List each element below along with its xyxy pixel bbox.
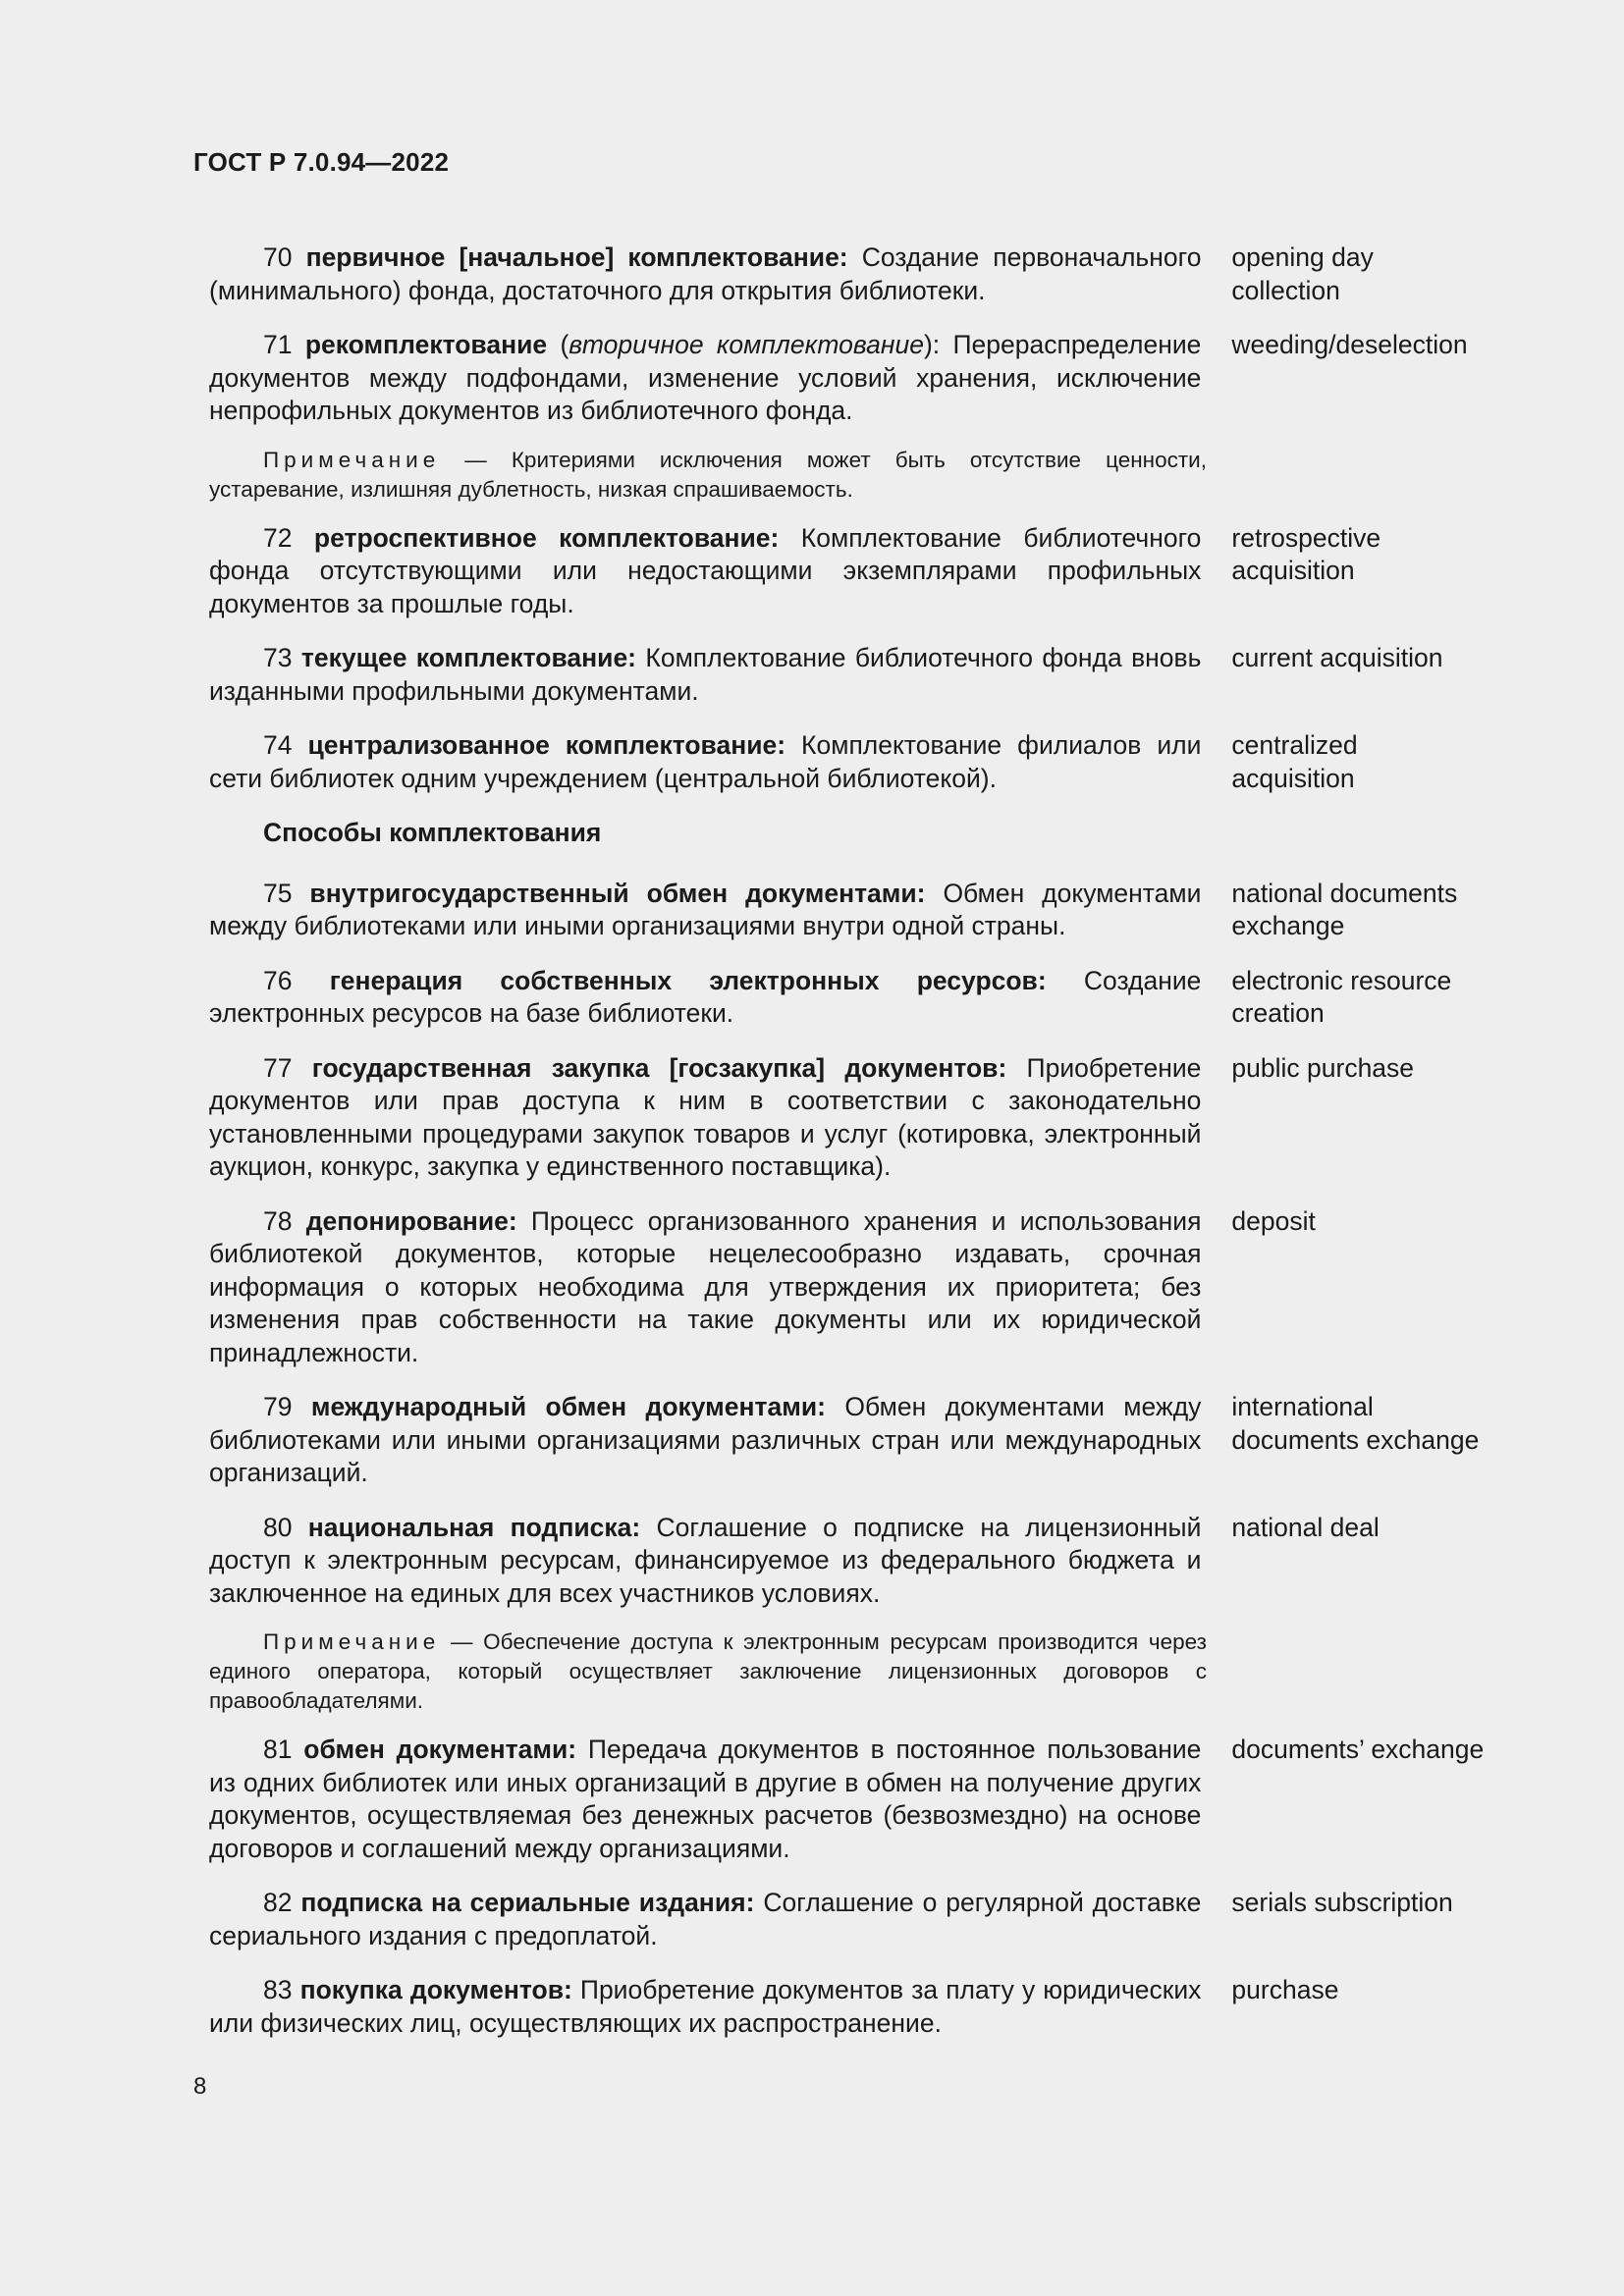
term-english: national deal <box>1231 1512 1380 1542</box>
term-title: внутригосударственный обмен документами: <box>309 878 926 908</box>
term-definition <box>209 329 1201 428</box>
term-text: Процесс организованного хранения и использования библиотекой документов, которые нецелесообразно издавать, срочная информация о которых необходима для утверждения их приоритета; без изменения прав собственности на такие документы или их юридической принадлежности. <box>209 1205 1202 1367</box>
term-english: electronic resource creation <box>1231 965 1452 1028</box>
term-english: national documents exchange <box>1231 878 1458 940</box>
term-text: ( <box>547 330 569 359</box>
term-title: подписка на сериальные издания: <box>300 1888 755 1917</box>
term-entry-80 <box>209 1512 1486 1611</box>
term-english: retrospective acquisition <box>1231 522 1381 585</box>
term-text: Приобретение документов за плату у юридических или физических лиц, осуществляющих их распространение. <box>209 1975 1202 2038</box>
term-entry-72 <box>209 522 1486 621</box>
term-number: 79 <box>263 1392 293 1421</box>
page-number: 8 <box>193 2073 207 2100</box>
term-definition <box>209 878 1201 943</box>
term-synonym: вторичное комплектование <box>568 330 924 359</box>
term-number: 75 <box>263 878 293 908</box>
term-entry-82 <box>209 1887 1486 1952</box>
term-number: 73 <box>263 643 293 672</box>
term-entry-81 <box>209 1734 1486 1865</box>
term-number: 78 <box>263 1205 293 1236</box>
term-title: международный обмен документами: <box>310 1392 826 1421</box>
term-text: ): Перераспределение документов между подфондами, изменение условий хранения, исключение непрофильных документов из библиотечного фонда. <box>209 330 1202 425</box>
term-number: 74 <box>263 730 293 760</box>
term-english: opening day collection <box>1231 242 1374 305</box>
term-english: serials subscription <box>1231 1888 1453 1917</box>
term-definition <box>209 1391 1201 1490</box>
term-title: рекомплектование <box>304 330 548 359</box>
term-text: Комплектование филиалов или сети библиотек одним учреждением (центральной библиотекой). <box>209 730 1202 793</box>
term-number: 71 <box>263 330 293 359</box>
term-text: Передача документов в постоянное пользование из одних библиотек или иных организаций в другие в обмен на получение других документов, осуществляемая без денежных расчетов (безвозмездно) на основе договоров и соглашений между организациями. <box>209 1735 1202 1863</box>
term-number: 76 <box>263 965 293 995</box>
term-number: 80 <box>263 1512 293 1542</box>
term-english: public purchase <box>1231 1052 1415 1083</box>
term-title: депонирование: <box>305 1205 517 1236</box>
term-entry-74 <box>209 729 1486 795</box>
term-text: Приобретение документов или прав доступа к ним в соответствии с законодательно установленными процедурами закупок товаров и услуг (котировка, электронный аукцион, конкурс, закупка у единственного поставщика). <box>209 1052 1202 1181</box>
term-definition <box>209 1205 1201 1370</box>
term-entry-78 <box>209 1205 1486 1370</box>
term-definition <box>209 729 1201 795</box>
term-definition <box>209 1512 1201 1611</box>
term-number: 83 <box>263 1975 293 2004</box>
term-text: Обмен документами между библиотеками или иными организациями различных стран или международных организаций. <box>209 1392 1202 1487</box>
term-text: Соглашение о подписке на лицензионный доступ к электронным ресурсам, финансируемое из федерального бюджета и заключенное на единых для всех участников условиях. <box>209 1512 1202 1608</box>
term-entry-79 <box>209 1391 1486 1490</box>
term-title: текущее комплектование: <box>300 643 637 672</box>
term-definition <box>209 1052 1201 1184</box>
section-subheading: Способы комплектования <box>263 818 602 847</box>
page-header: ГОСТ Р 7.0.94—2022 <box>193 147 450 177</box>
term-definition <box>209 241 1201 307</box>
term-english: deposit <box>1231 1205 1316 1236</box>
term-title: обмен документами: <box>303 1735 577 1764</box>
term-entry-77 <box>209 1052 1486 1184</box>
term-title: государственная закупка [госзакупка] документов: <box>311 1052 1007 1083</box>
term-text: Создание электронных ресурсов на базе библиотеки. <box>209 965 1202 1028</box>
term-text: Комплектование библиотечного фонда отсутствующими или недостающими экземплярами профильных документов за прошлые годы. <box>209 522 1202 618</box>
term-english: weeding/deselection <box>1231 330 1468 359</box>
term-definition <box>209 965 1201 1031</box>
term-entry-83 <box>209 1974 1486 2040</box>
note-71 <box>209 446 1207 505</box>
term-english: purchase <box>1231 1975 1339 2004</box>
term-english: international documents exchange <box>1231 1392 1480 1455</box>
term-text: Создание первоначального (минимального) фонда, достаточного для открытия библиотеки. <box>209 242 1202 305</box>
note-text: — Обеспечение доступа к электронным ресурсам производится через единого оператора, который осуществляет заключение лицензионных договоров с правообладателями. <box>209 1629 1207 1713</box>
term-title: первичное [начальное] комплектование: <box>305 242 848 272</box>
term-definition <box>209 522 1201 621</box>
term-title: генерация собственных электронных ресурсов: <box>329 965 1047 995</box>
term-definition <box>209 1887 1201 1952</box>
term-definition <box>209 1734 1201 1865</box>
term-definition <box>209 642 1201 708</box>
term-number: 70 <box>263 242 293 272</box>
terms-list <box>209 241 1486 2061</box>
term-definition <box>209 1974 1201 2040</box>
term-number: 77 <box>263 1052 293 1083</box>
note-text: — Критериями исключения может быть отсутствие ценности, устаревание, излишняя дублетность, низкая спрашиваемость. <box>209 447 1207 502</box>
term-english: current acquisition <box>1231 643 1443 672</box>
note-label: Примечание <box>263 447 441 472</box>
note-80 <box>209 1628 1207 1716</box>
term-number: 82 <box>263 1888 293 1917</box>
term-title: национальная подписка: <box>307 1512 641 1542</box>
term-text: Обмен документами между библиотеками или иными организациями внутри одной страны. <box>209 878 1202 940</box>
term-text: Соглашение о регулярной доставке сериального издания с предоплатой. <box>209 1888 1202 1950</box>
term-number: 72 <box>263 522 293 553</box>
term-text: Комплектование библиотечного фонда вновь изданными профильными документами. <box>209 643 1202 706</box>
term-title: централизованное комплектование: <box>307 730 786 760</box>
term-entry-73 <box>209 642 1486 708</box>
term-entry-71 <box>209 329 1486 428</box>
term-entry-75 <box>209 878 1486 943</box>
term-title: ретроспективное комплектование: <box>313 522 780 553</box>
term-title: покупка документов: <box>299 1975 572 2004</box>
term-english: centralized acquisition <box>1231 730 1358 793</box>
term-number: 81 <box>263 1735 293 1764</box>
term-english: documents’ exchange <box>1231 1735 1485 1764</box>
term-entry-76 <box>209 965 1486 1031</box>
note-label: Примечание <box>263 1629 441 1654</box>
term-entry-70 <box>209 241 1486 307</box>
